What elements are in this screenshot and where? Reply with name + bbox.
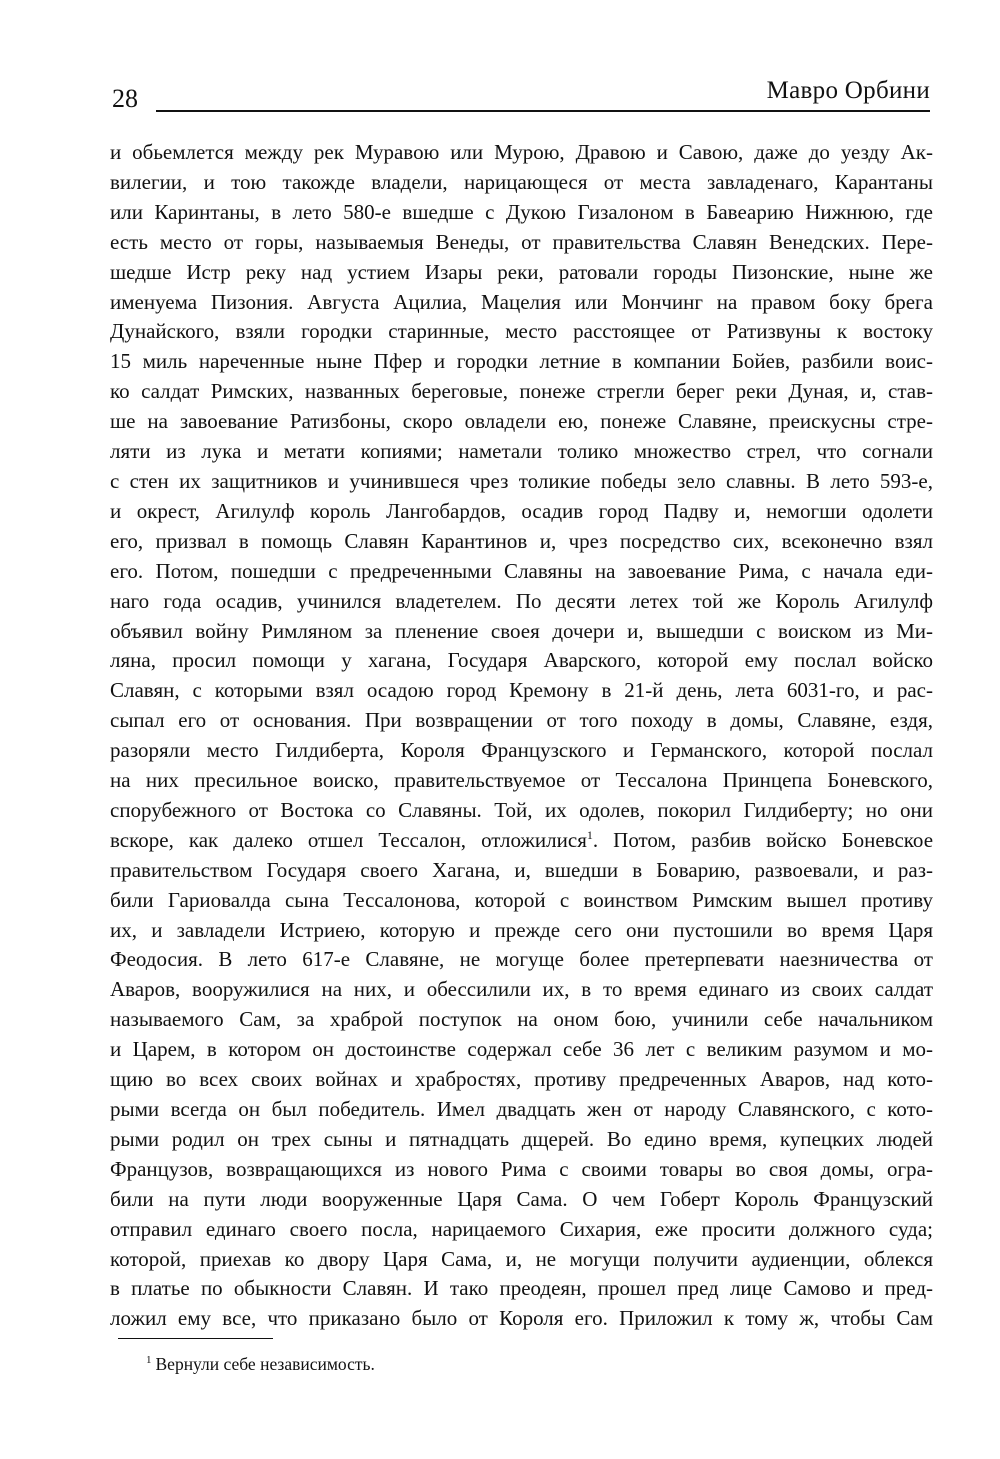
- text-line: сыпал его от основания. При возвращении от того походу в домы, Славяне, ездя,: [110, 708, 933, 733]
- text-segment: . Потом, разбив войско Боневское: [592, 827, 934, 852]
- text-line: Феодосия. В лето 617-е Славяне, не могуще более претерпевати наезничества от: [110, 947, 933, 972]
- page-header: [112, 76, 930, 116]
- text-line: и окрест, Агилулф король Лангобардов, осадив город Падву и, немогши одолети: [110, 498, 933, 523]
- text-line: вилегии, и тою такожде владели, нарицающеся от места завладенаго, Карантаны: [110, 169, 933, 194]
- text-line-with-footnote: [110, 826, 933, 856]
- footnote-marker[interactable]: 1: [586, 827, 593, 842]
- text-line: их, и завладели Истриею, которую и прежде сего они пустошили во время Царя: [110, 917, 933, 942]
- text-line: ше на завоевание Ратизбоны, скоро овладели ею, понеже Славяне, преискусны стре-: [110, 409, 933, 434]
- text-line: шедше Истр реку над устием Изары реки, ратовали городы Пизонские, ныне же: [110, 259, 933, 284]
- text-line: били на пути люди вооруженные Царя Сама. О чем Гоберт Король Французский: [110, 1186, 933, 1211]
- footnote: [146, 1352, 375, 1376]
- text-line: объявил войну Римляном за пленение своея дочери и, вышедши с воиском из Ми-: [110, 618, 933, 643]
- header-rule: [156, 110, 930, 112]
- body-text: [110, 138, 933, 1334]
- text-line: ложил ему все, что приказано было от Короля его. Приложил к тому ж, чтобы Сам: [110, 1306, 933, 1331]
- text-line: 15 миль нареченные ныне Пфер и городки летние в компании Бойев, разбили воис-: [110, 349, 933, 374]
- text-line: с стен их защитников и учинившеся чрез толикие победы зело славны. В лето 593-е,: [110, 468, 933, 493]
- text-line: щию во всех своих войнах и храбростях, противу предреченных Аваров, над кото-: [110, 1067, 933, 1092]
- text-line: есть место от горы, называемыя Венеды, от правительства Славян Венедских. Пере-: [110, 229, 933, 254]
- text-line: его, призвал в помощь Славян Карантинов и, чрез посредство сих, всеконечно взял: [110, 528, 933, 553]
- text-line: которой, приехав ко двору Царя Сама, и, не могущи получити аудиенции, облекся: [110, 1246, 933, 1271]
- text-line: отправил единаго своего посла, нарицаемого Сихария, еже просити должного суда;: [110, 1216, 933, 1241]
- text-line: били Гариовалда сына Тессалонова, которой с воинством Римским вышел противу: [110, 887, 933, 912]
- text-line: в платье по обыкности Славян. И тако преодеян, прошел пред лице Самово и пред-: [110, 1276, 933, 1301]
- text-line: именуема Пизония. Августа Ацилиа, Мацелия или Мончинг на правом боку брега: [110, 289, 933, 314]
- footnote-rule: [118, 1338, 273, 1339]
- footnote-text: Вернули себе независимость.: [155, 1354, 375, 1374]
- text-line: спорубежного от Востока со Славяны. Той, их одолев, покорил Гилдиберту; но они: [110, 797, 933, 822]
- text-line: правительством Государя своего Хагана, и, вшедши в Боварию, развоевали, и раз-: [110, 857, 933, 882]
- text-line: Французов, возвращающихся из нового Рима с своими товары во своя домы, огра-: [110, 1156, 933, 1181]
- text-line: ляти из лука и метати копиями; наметали толико множество стрел, что согнали: [110, 439, 933, 464]
- text-line: и обьемлется между рек Муравою или Мурою, Дравою и Савою, даже до уезду Ак-: [110, 140, 933, 164]
- text-line: наго года осадив, учинился владетелем. По десяти летех той же Король Агилулф: [110, 588, 933, 613]
- page-number: 28: [112, 84, 138, 113]
- text-line: разоряли место Гилдиберта, Короля Французского и Германского, которой послал: [110, 738, 933, 763]
- text-line: ко салдат Римских, названных береговые, понеже стрегли берег реки Дуная, и, став-: [110, 379, 933, 404]
- text-line: рыми родил он трех сыны и пятнадцать дщерей. Во едино время, купецких людей: [110, 1126, 933, 1151]
- text-line: Славян, с которыми взял осадою город Кремону в 21-й день, лета 6031-го, и рас-: [110, 678, 933, 703]
- text-line: и Царем, в котором он достоинстве содержал себе 36 лет с великим разумом и мо-: [110, 1037, 933, 1062]
- text-line: рыми всегда он был победитель. Имел двадцать жен от народу Славянского, с кото-: [110, 1097, 933, 1121]
- text-line: Дунайского, взяли городки старинные, место расстоящее от Ратизвуны к востоку: [110, 319, 933, 344]
- text-segment: вскоре, как далеко отшел Тессалон, отложилися: [110, 827, 587, 852]
- text-line: Аваров, вооружилися на них, и обессилили их, в то время единаго из своих салдат: [110, 977, 933, 1002]
- text-line: ляна, просил помощи у хагана, Государя Аварского, которой ему послал войско: [110, 648, 933, 673]
- text-line: на них пресильное воиско, правительствуемое от Тессалона Принцепа Боневского,: [110, 768, 933, 793]
- footnote-number: 1: [146, 1354, 152, 1367]
- running-head: Мавро Орбини: [766, 77, 930, 104]
- text-line: или Каринтаны, в лето 580-е вшедше с Дукою Гизалоном в Бавеарию Нижнюю, где: [110, 199, 933, 224]
- text-line: его. Потом, пошедши с предреченными Славяны на завоевание Рима, с начала еди-: [110, 558, 933, 583]
- text-line: называемого Сам, за храброй поступок на оном бою, учинили себе начальником: [110, 1007, 933, 1032]
